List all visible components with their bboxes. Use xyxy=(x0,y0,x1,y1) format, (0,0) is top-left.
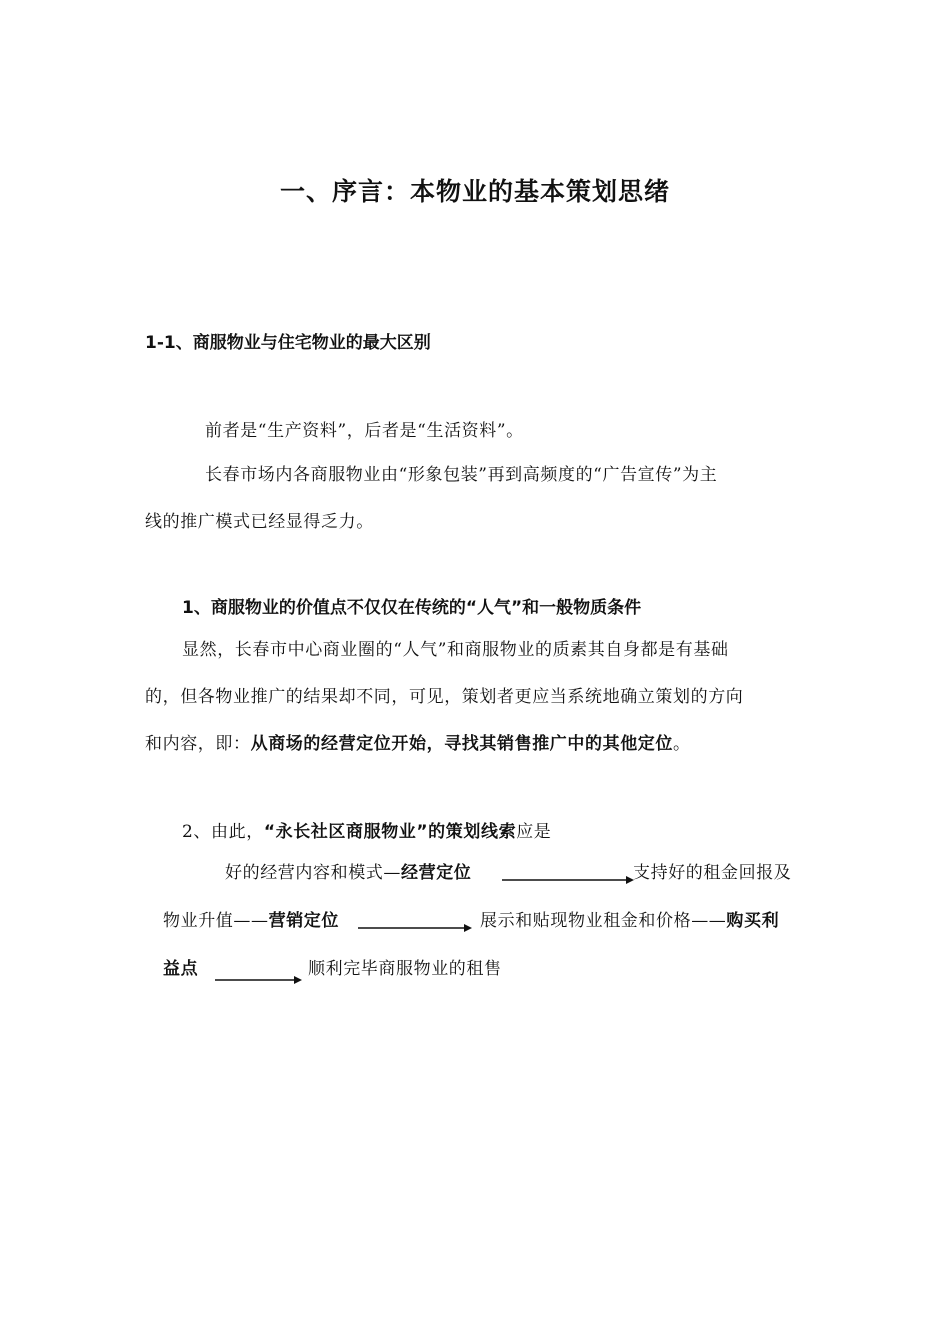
point-1-line3-bold: 从商场的经营定位开始，寻找其销售推广中的其他定位 xyxy=(250,734,674,754)
point-2-suffix: 应是 xyxy=(516,822,552,842)
page-title: 一、序言：本物业的基本策划思绪 xyxy=(279,177,670,206)
flow-step-operation-plain: 好的经营内容和模式— xyxy=(225,863,401,883)
point-1-line3-end: 。 xyxy=(673,734,691,754)
paragraph-market-line1: 长春市场内各商服物业由“形象包装”再到高频度的“广告宣传”为主 xyxy=(205,465,718,485)
point-1-line2: 的，但各物业推广的结果却不同，可见，策划者更应当系统地确立策划的方向 xyxy=(145,687,744,707)
flow-step-price-plain: 展示和贴现物业租金和价格—— xyxy=(480,911,727,931)
flow-arrow-1 xyxy=(502,875,634,885)
flow-arrow-3 xyxy=(215,975,302,985)
point-1-heading: 1、商服物业的价值点不仅仅在传统的“人气”和一般物质条件 xyxy=(182,598,642,618)
point-1-line3-plain: 和内容，即： xyxy=(145,734,251,754)
point-2-heading xyxy=(182,817,551,842)
point-1-line1: 显然，长春市中心商业圈的“人气”和商服物业的质素其自身都是有基础 xyxy=(182,640,729,660)
point-1-line3 xyxy=(145,729,691,754)
paragraph-production-vs-living: 前者是“生产资料”，后者是“生活资料”。 xyxy=(205,421,524,441)
point-2-bold: “永长社区商服物业”的策划线索 xyxy=(263,822,517,842)
paragraph-market-line2: 线的推广模式已经显得乏力。 xyxy=(145,512,374,532)
flow-arrow-2 xyxy=(358,923,472,933)
flow-step-operation-bold: 经营定位 xyxy=(401,863,472,883)
flow-step-lease-sale: 顺利完毕商服物业的租售 xyxy=(308,959,502,979)
flow-step-marketing-bold: 营销定位 xyxy=(268,911,340,931)
flow-step-price xyxy=(480,906,779,931)
flow-step-marketing-plain: 物业升值—— xyxy=(163,911,269,931)
flow-step-operation xyxy=(225,858,471,883)
section-heading-1-1: 1-1、商服物业与住宅物业的最大区别 xyxy=(145,333,431,353)
flow-step-price-bold: 购买利 xyxy=(726,911,780,931)
flow-step-benefit: 益点 xyxy=(163,959,199,979)
point-2-prefix: 2、由此， xyxy=(182,822,264,842)
flow-step-marketing xyxy=(163,906,339,931)
flow-step-rent-return: 支持好的租金回报及 xyxy=(633,863,792,883)
